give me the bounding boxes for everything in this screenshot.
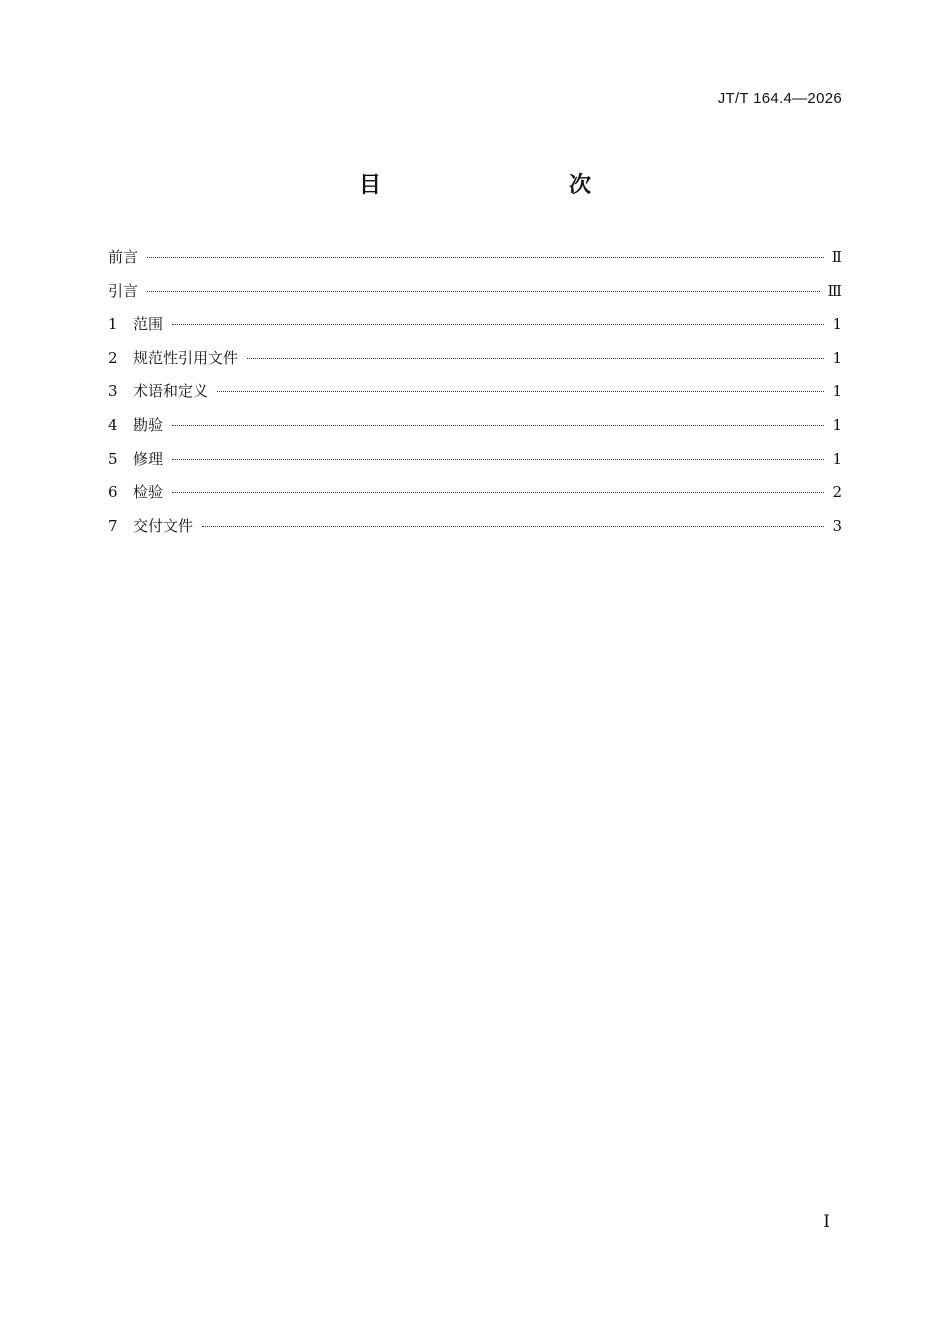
toc-entry-scope[interactable] [108,313,842,347]
toc-entry-number: 3 [108,382,118,401]
toc-entry-page: 2 [832,483,842,502]
toc-entry-label: 交付文件 [133,516,194,535]
toc-entry-delivery-documents[interactable] [108,515,842,549]
toc-entry-label: 引言 [108,281,139,300]
toc-entry-page: 1 [832,348,842,367]
dot-leader [202,526,824,527]
toc-entry-page: Ⅱ [831,248,842,266]
table-of-contents [108,246,842,548]
toc-entry-number: 2 [108,348,118,367]
toc-entry-terms-definitions[interactable] [108,380,842,414]
toc-entry-label: 范围 [133,315,164,334]
toc-entry-page: 1 [832,382,842,401]
standard-code: JT/T 164.4—2026 [717,90,842,107]
dot-leader [147,257,824,258]
toc-entry-page: 1 [832,315,842,334]
dot-leader [147,291,820,292]
toc-entry-number: 1 [108,315,118,334]
toc-entry-repair[interactable] [108,448,842,482]
dot-leader [217,391,824,392]
toc-entry-number: 4 [108,415,118,434]
toc-entry-inspection[interactable] [108,481,842,515]
toc-entry-number: 5 [108,449,118,468]
toc-entry-page: 1 [832,449,842,468]
toc-entry-normative-references[interactable] [108,347,842,381]
toc-entry-label: 勘验 [133,415,164,434]
toc-entry-page: 1 [832,415,842,434]
toc-entry-label: 检验 [133,483,164,502]
toc-entry-label: 前言 [108,248,139,266]
toc-entry-label: 规范性引用文件 [133,348,239,367]
toc-entry-introduction[interactable] [108,280,842,314]
dot-leader [172,324,824,325]
toc-entry-label: 修理 [133,449,164,468]
toc-entry-number: 6 [108,483,118,502]
toc-entry-page: 3 [832,516,842,535]
toc-entry-page: Ⅲ [827,281,842,300]
dot-leader [247,358,824,359]
dot-leader [172,492,824,493]
page-title: 目 次 [358,173,639,198]
page-number: Ⅰ [823,1212,830,1232]
toc-entry-foreword[interactable] [108,246,842,280]
toc-entry-survey[interactable] [108,414,842,448]
dot-leader [172,459,824,460]
dot-leader [172,425,824,426]
toc-entry-number: 7 [108,516,118,535]
toc-entry-label: 术语和定义 [133,382,209,401]
